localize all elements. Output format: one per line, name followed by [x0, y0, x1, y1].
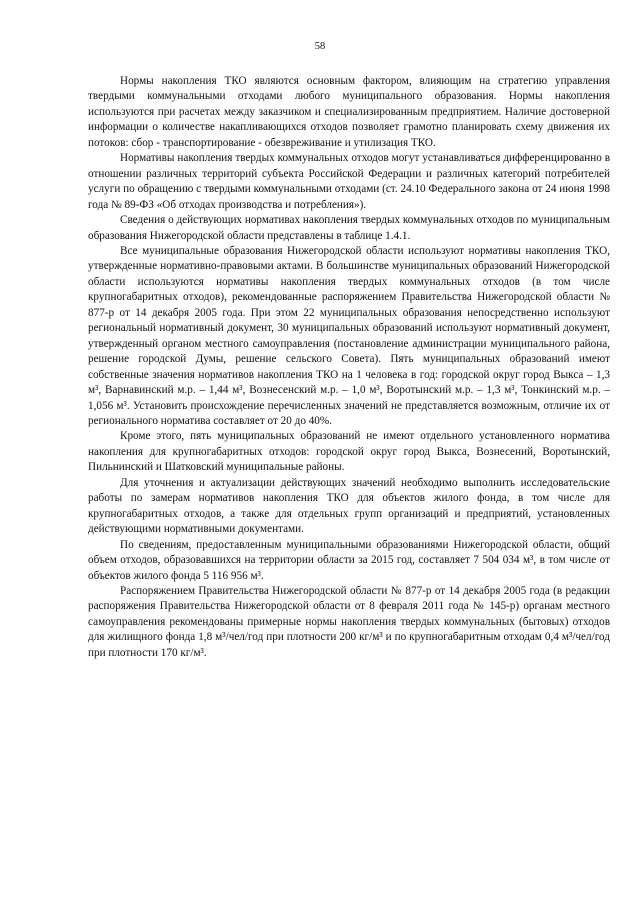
paragraph-8: Распоряжением Правительства Нижегородской области № 877-р от 14 декабря 2005 года (в редакции распоряжения Правительства Нижегородской области от 8 февраля 2011 года № 145-р) органам местного самоуправления рекомендованы примерные нормы накопления твердых коммунальных (бытовых) отходов для жилищного фонда 1,8 м³/чел/год при плотности 200 кг/м³ и по крупногабаритным отходам 0,4 м³/чел/год при плотности 170 кг/м³. [88, 584, 610, 659]
paragraph-7: По сведениям, предоставленным муниципальными образованиями Нижегородской области, общий объем отходов, образовавшихся на территории области за 2015 год, составляет 7 504 034 м³, в том числе от объектов жилого фонда 5 116 956 м³. [88, 538, 610, 582]
paragraph-1: Нормы накопления ТКО являются основным фактором, влияющим на стратегию управления твердыми коммунальными отходами любого муниципального образования. Нормы накопления используются при расчетах между заказчиком и специализированным предприятием. Наличие достоверной информации о количестве накапливающихся отходов позволяет грамотно планировать схему движения их потоков: сбор - транспортирование - обезвреживание и утилизация ТКО. [88, 75, 610, 149]
paragraph-5: Кроме этого, пять муниципальных образований не имеют отдельного установленного норматива накопления для крупногабаритных отходов: городской округ город Выкса, Вознесений, Воротынский, Пильнинский и Шатковский муниципальные районы. [88, 430, 610, 474]
page-number: 58 [314, 41, 326, 52]
document-body [88, 74, 610, 661]
paragraph-4: Все муниципальные образования Нижегородской области используют нормативы накопления ТКО, утвержденные нормативно-правовыми актами. В большинстве муниципальных образований Нижегородской области используются нормативы накопления твердых коммунальных отходов (в том числе крупногабаритных отходов), рекомендованные распоряжением Правительства Нижегородской области № 877-р от 14 декабря 2005 года. При этом 22 муниципальных образования непосредственно используют региональный нормативный документ, 30 муниципальных образований используют нормативный документ, утвержденный органом местного самоуправления (постановление администрации муниципального района, решение городской Думы, решение сельского Совета). Пять муниципальных образований имеют собственные значения нормативов накопления ТКО на 1 человека в год: городской округ город Выкса – 1,3 м³, Варнавинский м.р. – 1,44 м³, Вознесенский м.р. – 1,0 м³, Воротынский м.р. – 1,3 м³, Тонкинский м.р. – 1,056 м³. Установить происхождение перечисленных значений не представляется возможным, отличие их от регионального норматива составляет от 20 до 40%. [88, 244, 610, 427]
paragraph-2: Нормативы накопления твердых коммунальных отходов могут устанавливаться дифференцированно в отношении различных территорий субъекта Российской Федерации и различных категорий потребителей услуги по обращению с твердыми коммунальными отходами (ст. 24.10 Федерального закона от 24 июня 1998 года № 89-ФЗ «Об отходах производства и потребления»). [88, 152, 610, 211]
paragraph-3: Сведения о действующих нормативах накопления твердых коммунальных отходов по муниципальным образования Нижегородской области представлены в таблице 1.4.1. [88, 214, 610, 242]
paragraph-6: Для уточнения и актуализации действующих значений необходимо выполнить исследовательские работы по замерам нормативов накопления ТКО для объектов жилого фонда, в том числе для крупногабаритных отходов, а также для отдельных групп организаций и предприятий, установленных действующими нормативными документами. [88, 476, 610, 536]
